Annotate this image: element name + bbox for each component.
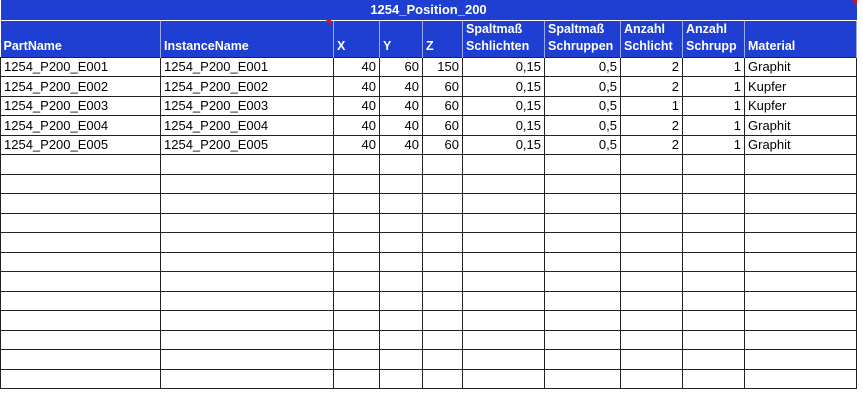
table-row xyxy=(1,96,857,116)
title-row xyxy=(1,0,857,20)
empty-cell[interactable] xyxy=(1,330,161,350)
table-cell[interactable]: 40 xyxy=(334,116,380,136)
table-row xyxy=(1,116,857,136)
empty-cell[interactable] xyxy=(423,174,463,194)
empty-cell[interactable] xyxy=(745,369,857,389)
empty-cell[interactable] xyxy=(161,272,334,292)
header-material[interactable]: Material xyxy=(745,20,857,57)
empty-cell[interactable] xyxy=(334,233,380,253)
empty-cell[interactable] xyxy=(683,291,745,311)
empty-cell[interactable] xyxy=(745,155,857,175)
empty-cell[interactable] xyxy=(545,194,621,214)
empty-cell[interactable] xyxy=(1,155,161,175)
header-x[interactable]: X xyxy=(334,20,380,57)
empty-cell[interactable] xyxy=(621,272,683,292)
header-row xyxy=(1,20,857,57)
empty-cell[interactable] xyxy=(745,252,857,272)
empty-cell[interactable] xyxy=(161,194,334,214)
empty-cell[interactable] xyxy=(423,272,463,292)
comment-marker-icon xyxy=(852,0,857,5)
empty-cell[interactable] xyxy=(621,174,683,194)
empty-cell[interactable] xyxy=(463,311,545,331)
empty-cell[interactable] xyxy=(1,174,161,194)
empty-row xyxy=(1,213,857,233)
empty-cell[interactable] xyxy=(161,330,334,350)
table-row xyxy=(1,77,857,97)
table-cell[interactable]: 1 xyxy=(683,57,745,77)
empty-cell[interactable] xyxy=(545,174,621,194)
table-cell[interactable]: 40 xyxy=(334,77,380,97)
empty-cell[interactable] xyxy=(334,174,380,194)
table-cell[interactable]: 1 xyxy=(683,116,745,136)
empty-cell[interactable] xyxy=(621,350,683,370)
empty-cell[interactable] xyxy=(380,252,423,272)
header-spaltmass-schlichten[interactable]: Spaltmaß Schlichten xyxy=(463,20,545,57)
table-cell[interactable]: 40 xyxy=(380,96,423,116)
table-cell[interactable]: 1 xyxy=(683,96,745,116)
empty-cell[interactable] xyxy=(334,194,380,214)
empty-cell[interactable] xyxy=(621,330,683,350)
empty-cell[interactable] xyxy=(423,291,463,311)
empty-cell[interactable] xyxy=(463,330,545,350)
empty-cell[interactable] xyxy=(463,369,545,389)
table-cell[interactable]: 1 xyxy=(621,96,683,116)
empty-cell[interactable] xyxy=(423,233,463,253)
table-cell[interactable]: 2 xyxy=(621,77,683,97)
empty-cell[interactable] xyxy=(423,330,463,350)
empty-cell[interactable] xyxy=(1,194,161,214)
empty-cell[interactable] xyxy=(161,213,334,233)
header-instancename[interactable]: InstanceName xyxy=(161,20,334,57)
table-cell[interactable]: 0,15 xyxy=(463,116,545,136)
empty-cell[interactable] xyxy=(423,155,463,175)
empty-row xyxy=(1,174,857,194)
table-cell[interactable]: 1254_P200_E002 xyxy=(1,77,161,97)
table-cell[interactable]: 2 xyxy=(621,57,683,77)
empty-cell[interactable] xyxy=(161,155,334,175)
table-cell[interactable]: 1 xyxy=(683,77,745,97)
header-anzahl-schrupp[interactable]: Anzahl Schrupp xyxy=(683,20,745,57)
empty-cell[interactable] xyxy=(334,330,380,350)
table-cell[interactable]: 0,15 xyxy=(463,77,545,97)
empty-cell[interactable] xyxy=(380,272,423,292)
table-cell[interactable]: 0,15 xyxy=(463,135,545,155)
empty-cell[interactable] xyxy=(1,369,161,389)
empty-cell[interactable] xyxy=(1,291,161,311)
empty-cell[interactable] xyxy=(1,350,161,370)
empty-cell[interactable] xyxy=(463,233,545,253)
empty-cell[interactable] xyxy=(621,233,683,253)
empty-cell[interactable] xyxy=(745,350,857,370)
empty-cell[interactable] xyxy=(683,174,745,194)
empty-cell[interactable] xyxy=(380,369,423,389)
empty-cell[interactable] xyxy=(545,369,621,389)
empty-cell[interactable] xyxy=(621,194,683,214)
table-cell[interactable]: 0,5 xyxy=(545,96,621,116)
empty-cell[interactable] xyxy=(683,330,745,350)
empty-cell[interactable] xyxy=(423,194,463,214)
table-cell[interactable]: 0,5 xyxy=(545,135,621,155)
empty-cell[interactable] xyxy=(380,194,423,214)
empty-cell[interactable] xyxy=(745,233,857,253)
table-cell[interactable]: 60 xyxy=(423,116,463,136)
table-cell[interactable]: 60 xyxy=(423,96,463,116)
table-cell[interactable]: Kupfer xyxy=(745,77,857,97)
empty-cell[interactable] xyxy=(545,272,621,292)
table-cell[interactable]: 40 xyxy=(334,57,380,77)
table-cell[interactable]: 40 xyxy=(380,77,423,97)
table-cell[interactable]: 40 xyxy=(334,96,380,116)
table-cell[interactable]: 40 xyxy=(380,116,423,136)
empty-cell[interactable] xyxy=(745,272,857,292)
empty-cell[interactable] xyxy=(334,213,380,233)
empty-cell[interactable] xyxy=(683,369,745,389)
empty-cell[interactable] xyxy=(683,350,745,370)
empty-cell[interactable] xyxy=(161,174,334,194)
empty-cell[interactable] xyxy=(745,311,857,331)
empty-cell[interactable] xyxy=(463,155,545,175)
empty-cell[interactable] xyxy=(745,174,857,194)
empty-row xyxy=(1,291,857,311)
empty-cell[interactable] xyxy=(463,350,545,370)
table-cell[interactable]: 2 xyxy=(621,116,683,136)
empty-cell[interactable] xyxy=(683,213,745,233)
table-cell[interactable]: 1254_P200_E005 xyxy=(1,135,161,155)
empty-cell[interactable] xyxy=(545,330,621,350)
empty-cell[interactable] xyxy=(621,155,683,175)
table-cell[interactable]: Graphit xyxy=(745,57,857,77)
header-spaltmass-schruppen[interactable]: Spaltmaß Schruppen xyxy=(545,20,621,57)
empty-cell[interactable] xyxy=(380,213,423,233)
empty-cell[interactable] xyxy=(161,311,334,331)
table-cell[interactable]: 1254_P200_E003 xyxy=(161,96,334,116)
empty-cell[interactable] xyxy=(621,213,683,233)
empty-cell[interactable] xyxy=(545,252,621,272)
table-cell[interactable]: 0,5 xyxy=(545,57,621,77)
empty-cell[interactable] xyxy=(545,291,621,311)
empty-cell[interactable] xyxy=(463,194,545,214)
empty-cell[interactable] xyxy=(683,311,745,331)
empty-row xyxy=(1,272,857,292)
empty-row xyxy=(1,311,857,331)
table-cell[interactable]: 1254_P200_E001 xyxy=(161,57,334,77)
empty-cell[interactable] xyxy=(621,252,683,272)
empty-cell[interactable] xyxy=(745,194,857,214)
empty-cell[interactable] xyxy=(334,350,380,370)
empty-row xyxy=(1,330,857,350)
empty-cell[interactable] xyxy=(545,350,621,370)
table-cell[interactable]: 1254_P200_E005 xyxy=(161,135,334,155)
empty-cell[interactable] xyxy=(621,369,683,389)
empty-cell[interactable] xyxy=(380,291,423,311)
empty-cell[interactable] xyxy=(1,252,161,272)
table-cell[interactable]: 40 xyxy=(334,135,380,155)
empty-cell[interactable] xyxy=(463,291,545,311)
empty-cell[interactable] xyxy=(423,213,463,233)
empty-cell[interactable] xyxy=(683,233,745,253)
empty-cell[interactable] xyxy=(380,330,423,350)
empty-cell[interactable] xyxy=(380,174,423,194)
table-cell[interactable]: 2 xyxy=(621,135,683,155)
empty-cell[interactable] xyxy=(334,291,380,311)
table-cell[interactable]: 1254_P200_E004 xyxy=(161,116,334,136)
empty-cell[interactable] xyxy=(683,194,745,214)
empty-cell[interactable] xyxy=(1,311,161,331)
empty-cell[interactable] xyxy=(1,272,161,292)
empty-cell[interactable] xyxy=(745,291,857,311)
empty-cell[interactable] xyxy=(621,311,683,331)
empty-cell[interactable] xyxy=(161,233,334,253)
table-cell[interactable]: 0,15 xyxy=(463,96,545,116)
sheet-title[interactable]: 1254_Position_200 xyxy=(1,0,857,20)
empty-cell[interactable] xyxy=(334,369,380,389)
empty-cell[interactable] xyxy=(423,350,463,370)
header-y[interactable]: Y xyxy=(380,20,423,57)
header-anzahl-schlicht[interactable]: Anzahl Schlicht xyxy=(621,20,683,57)
table-cell[interactable]: 1254_P200_E003 xyxy=(1,96,161,116)
table-cell[interactable]: 1254_P200_E002 xyxy=(161,77,334,97)
empty-cell[interactable] xyxy=(334,311,380,331)
empty-row xyxy=(1,252,857,272)
empty-cell[interactable] xyxy=(683,272,745,292)
empty-cell[interactable] xyxy=(621,291,683,311)
empty-cell[interactable] xyxy=(545,213,621,233)
empty-cell[interactable] xyxy=(334,155,380,175)
empty-cell[interactable] xyxy=(1,233,161,253)
empty-cell[interactable] xyxy=(683,155,745,175)
header-partname[interactable]: PartName xyxy=(1,20,161,57)
empty-cell[interactable] xyxy=(380,311,423,331)
header-z[interactable]: Z xyxy=(423,20,463,57)
empty-row xyxy=(1,350,857,370)
empty-cell[interactable] xyxy=(463,252,545,272)
table-cell[interactable]: 0,5 xyxy=(545,77,621,97)
empty-cell[interactable] xyxy=(380,155,423,175)
empty-cell[interactable] xyxy=(161,291,334,311)
table-cell[interactable]: 150 xyxy=(423,57,463,77)
empty-cell[interactable] xyxy=(1,213,161,233)
table-cell[interactable]: 1 xyxy=(683,135,745,155)
table-cell[interactable]: 40 xyxy=(380,135,423,155)
empty-cell[interactable] xyxy=(745,213,857,233)
empty-cell[interactable] xyxy=(423,369,463,389)
table-cell[interactable]: 60 xyxy=(423,77,463,97)
empty-row xyxy=(1,194,857,214)
empty-cell[interactable] xyxy=(380,350,423,370)
empty-cell[interactable] xyxy=(545,155,621,175)
empty-cell[interactable] xyxy=(745,330,857,350)
empty-cell[interactable] xyxy=(334,272,380,292)
table-cell[interactable]: 60 xyxy=(423,135,463,155)
empty-cell[interactable] xyxy=(161,350,334,370)
empty-cell[interactable] xyxy=(423,252,463,272)
table-row xyxy=(1,57,857,77)
comment-marker-icon xyxy=(326,20,331,25)
empty-row xyxy=(1,155,857,175)
empty-cell[interactable] xyxy=(545,233,621,253)
empty-cell[interactable] xyxy=(463,272,545,292)
empty-cell[interactable] xyxy=(380,233,423,253)
table-cell[interactable]: Kupfer xyxy=(745,96,857,116)
table-cell[interactable]: 60 xyxy=(380,57,423,77)
table-cell[interactable]: 0,5 xyxy=(545,116,621,136)
empty-cell[interactable] xyxy=(463,174,545,194)
empty-cell[interactable] xyxy=(463,213,545,233)
empty-cell[interactable] xyxy=(545,311,621,331)
empty-cell[interactable] xyxy=(423,311,463,331)
table-row xyxy=(1,135,857,155)
table-cell[interactable]: Graphit xyxy=(745,116,857,136)
empty-cell[interactable] xyxy=(334,252,380,272)
table-cell[interactable]: 1254_P200_E001 xyxy=(1,57,161,77)
empty-row xyxy=(1,233,857,253)
empty-cell[interactable] xyxy=(161,369,334,389)
table-cell[interactable]: Graphit xyxy=(745,135,857,155)
table-cell[interactable]: 0,15 xyxy=(463,57,545,77)
empty-cell[interactable] xyxy=(683,252,745,272)
empty-cell[interactable] xyxy=(161,252,334,272)
empty-row xyxy=(1,369,857,389)
table-cell[interactable]: 1254_P200_E004 xyxy=(1,116,161,136)
